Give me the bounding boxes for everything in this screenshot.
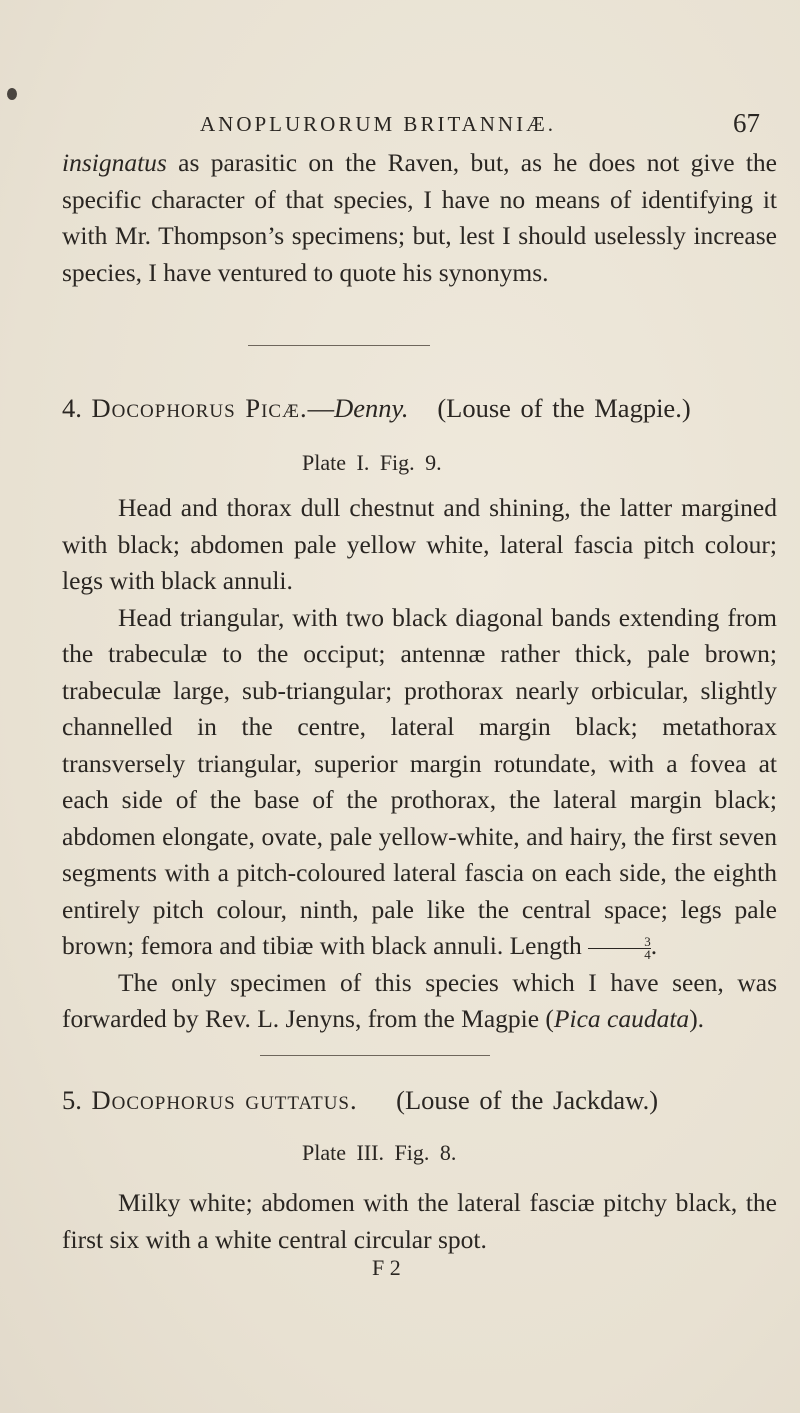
entry-4-author: Denny. <box>334 393 409 423</box>
entry-4-number: 4. <box>62 393 82 423</box>
entry-5-number: 5. <box>62 1085 82 1115</box>
running-head: ANOPLURORUM BRITANNIÆ. <box>200 112 557 136</box>
ink-speck <box>7 88 17 100</box>
intro-paragraph <box>62 145 777 291</box>
entry-5-genus: Docophorus <box>91 1085 236 1115</box>
page-number: 67 <box>733 108 760 138</box>
entry-5-common-name: (Louse of the Jackdaw.) <box>396 1085 659 1115</box>
entry-4-para-3-italic: Pica caudata <box>553 1004 690 1033</box>
entry-5-body <box>62 1185 777 1258</box>
entry-4-genus: Docophorus <box>91 393 236 423</box>
entry-4-body <box>62 490 777 1038</box>
entry-4-plate: Plate I. Fig. 9. <box>302 450 442 475</box>
length-denominator: 4 <box>588 948 651 961</box>
entry-4-para-1: Head and thorax dull chestnut and shining, the latter margined with black; abdomen pale yellow white, lateral fascia pitch colour; legs with black annuli. <box>62 493 777 595</box>
entry-4-para-3-b: ). <box>689 1004 705 1033</box>
section-rule-2 <box>260 1055 490 1056</box>
intro-text: as parasitic on the Raven, but, as he does not give the specific character of that species, I have no means of identifying it with Mr. Thompson’s specimens; but, lest I should uselessly increase species, I have ventured to quote his synonyms. <box>62 148 777 287</box>
entry-5-heading <box>62 1085 658 1116</box>
section-rule <box>248 345 430 346</box>
entry-5-plate: Plate III. Fig. 8. <box>302 1140 457 1165</box>
entry-4-para-2-text: Head triangular, with two black diagonal bands extending from the trabeculæ to the occiput; antennæ rather thick, pale brown; trabeculæ large, sub-triangular; prothorax nearly orbicular, slightly channelled in the centre, lateral margin black; metathorax transversely triangular, superior margin rotundate, with a fovea at each side of the base of the prothorax, the lateral margin black; abdomen elongate, ovate, pale yellow-white, and hairy, the first seven segments with a pitch-coloured lateral fascia on each side, the eighth entirely pitch colour, ninth, pale like the central space; legs pale brown; femora and tibiæ with black annuli. Length <box>62 602 777 960</box>
intro-italic: insignatus <box>62 148 167 177</box>
entry-5-para-1: Milky white; abdomen with the lateral fasciæ pitchy black, the first six with a white central circular spot. <box>62 1188 777 1254</box>
length-fraction <box>588 933 651 962</box>
entry-4-para-2: Head triangular, with two black diagonal bands extending from the trabeculæ to the occiput; antennæ rather thick, pale brown; trabeculæ large, sub-triangular; prothorax nearly orbicular, slightly channelled in the centre, lateral margin black; metathorax transversely triangular, superior margin rotundate, with a fovea at each side of the base of the prothorax, the lateral margin black; abdomen elongate, ovate, pale yellow-white, and hairy, the first seven segments with a pitch-coloured lateral fascia on each side, the eighth entirely pitch colour, ninth, pale like the central space; legs pale brown; femora and tibiæ with black annuli. Length $\frac{3}{4}$ . <box>62 602 777 962</box>
length-numerator: 3 <box>644 933 651 949</box>
entry-4-common-name: (Louse of the Magpie.) <box>437 393 691 423</box>
entry-5-species: guttatus. <box>245 1085 358 1115</box>
entry-4-para-3 <box>62 965 777 1038</box>
entry-4-para-3-a: The only specimen of this species which I have seen, was forwarded by Rev. L. Jenyns, from the Magpie ( <box>62 967 777 1033</box>
signature-mark: F 2 <box>372 1255 401 1280</box>
entry-4-species: Picæ. <box>245 393 308 423</box>
entry-4-heading <box>62 393 691 424</box>
entry-4-dash: — <box>307 393 335 423</box>
